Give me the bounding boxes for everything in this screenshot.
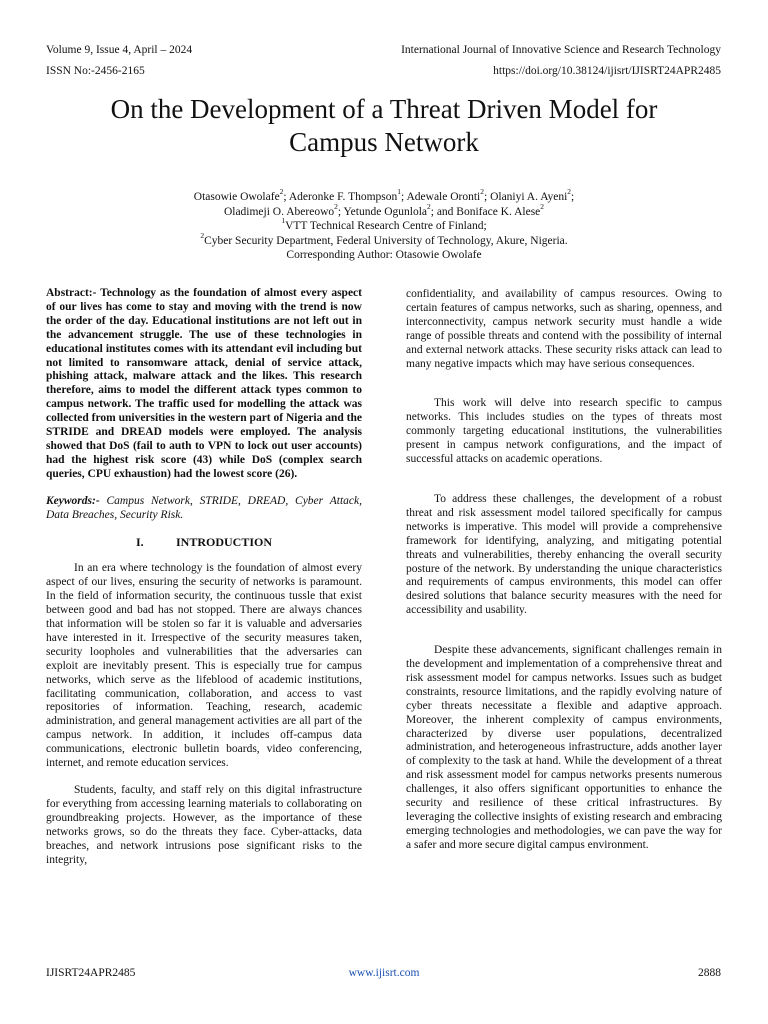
- section-heading: [46, 536, 362, 550]
- keywords: [46, 495, 362, 523]
- author-block: [60, 187, 708, 263]
- abstract: Abstract:- Technology as the foundation of almost every aspect of our lives has come to stay and moving with the trend is now the order of the day. Educational institutions are not left out in the advancement struggle. The use of these technologies in educational institutes comes with its attendant evil including but not limited to ransomware attack, denial of service attack, phishing attack, malware attack and the likes. This research therefore, aims to model the different attack types common to campus network. The traffic used for modelling the attack was collected from universities in the western part of Nigeria and the STRIDE and DREAD models were employed. The analysis showed that DoS (fail to auth to VPN to lock out user accounts) had the highest risk score (43) while DoS (complex search queries, CPU exhaustion) had the lowest score (26).: [46, 287, 362, 480]
- doi-link[interactable]: https://doi.org/10.38124/ijisrt/IJISRT24APR2485: [493, 65, 721, 77]
- corresponding-author: Corresponding Author: Otasowie Owolafe: [286, 249, 482, 262]
- left-column: [46, 287, 362, 867]
- paragraph: To address these challenges, the development of a robust threat and risk assessment model tailored specifically for campus networks is imperative. This model will provide a comprehensive framework for identifying, analyzing, and mitigating potential threats and vulnerabilities, thereby enhancing the overall security posture of the network. By understanding the unique characteristics and requirements of campus environments, this model can offer desired solutions that balance security measures with the need for accessibility and usability.: [406, 492, 722, 617]
- affiliation-2: $^2$Cyber Security Department, Federal University of Technology, Akure, Nigeria.: [200, 230, 568, 247]
- paragraph: Despite these advancements, significant challenges remain in the development and implementation of a comprehensive threat and risk assessment model for campus networks. Issues such as budget constraints, resource limitations, and the rapidly evolving nature of cyber threats necessitate a flexible and adaptive approach. Moreover, the inherent complexity of campus environments, characterized by diverse user populations, decentralized administration, and heterogeneous infrastructure, adds another layer of complexity to the task at hand. While the development of a threat and risk assessment model for campus networks presents numerous challenges, it also offers significant opportunities to enhance the security and resilience of these critical infrastructures. By leveraging the collective insights of existing research and embracing emerging technologies and methodologies, we can pave the way for a safer and more secure digital campus environment.: [406, 644, 722, 851]
- page-number: 2888: [698, 967, 721, 979]
- paragraph: This work will delve into research specific to campus networks. This includes studies on the types of threats most commonly targeting educational institutions, the vulnerabilities present in campus network configurations, and the impact of successful attacks on academic operations.: [406, 397, 722, 466]
- footer-website-link[interactable]: www.ijisrt.com: [348, 967, 420, 979]
- paper-title: [30, 93, 738, 159]
- section-number: I.: [135, 534, 144, 549]
- section-title: INTRODUCTION: [175, 534, 272, 549]
- title-line-1: On the Development of a Threat Driven Model for: [110, 94, 658, 124]
- right-column: [406, 288, 722, 853]
- keywords-text: Campus Network, STRIDE, DREAD, Cyber Attack, Data Breaches, Security Risk.: [46, 494, 362, 521]
- volume-issue: Volume 9, Issue 4, April – 2024: [46, 44, 193, 56]
- footer-paper-id: IJISRT24APR2485: [46, 967, 136, 979]
- issn: ISSN No:-2456-2165: [46, 65, 145, 77]
- title-line-2: Campus Network: [289, 127, 479, 157]
- author-line-1: Otasowie Owolafe$^2$; Aderonke F. Thompson$^1$; Adewale Oronti$^2$; Olaniyi A. Ayeni$^2$;: [193, 187, 575, 203]
- keywords-label: Keywords:-: [46, 494, 100, 507]
- paragraph: In an era where technology is the foundation of almost every aspect of our lives, ensuring the security of networks is paramount. In the field of information security, the continuous tussle that exist between good and bad has not stopped. There are always chances that information will be stolen so far it is valuable and adversaries have interested in it. Irrespective of the security measures taken, security loopholes and vulnerabilities that the adversaries can exploit are inevitably present. This is especially true for campus networks, which serve as the lifeblood of academic institutions, facilitating communication, collaboration, and access to vast repositories of information. Teaching, research, academic administration, and general management activities are all part of the campus network. In addition, it includes off-campus data communications, electronic bulletin boards, video conferencing, internet, and remote education services.: [46, 562, 362, 770]
- journal-name: International Journal of Innovative Science and Research Technology: [401, 44, 721, 56]
- paragraph: confidentiality, and availability of campus resources. Owing to certain features of campus networks, such as sharing, openness, and interconnectivity, campus network security must handle a wide range of possible threats and contend with the possibility of internal and external network attacks. These security risks attack can lead to many negative impacts which may have serious consequences.: [406, 288, 722, 370]
- paragraph: Students, faculty, and staff rely on this digital infrastructure for everything from accessing learning materials to collaborating on groundbreaking projects. However, as the importance of these networks grows, so do the threats they face. Cyber-attacks, data breaches, and network intrusions pose significant risks to the integrity,: [46, 784, 362, 866]
- affiliation-1: $^1$VTT Technical Research Centre of Finland;: [281, 216, 487, 233]
- author-line-2: Oladimeji O. Abereowo$^2$; Yetunde Ogunlola$^2$; and Boniface K. Alese$^2$: [223, 201, 545, 218]
